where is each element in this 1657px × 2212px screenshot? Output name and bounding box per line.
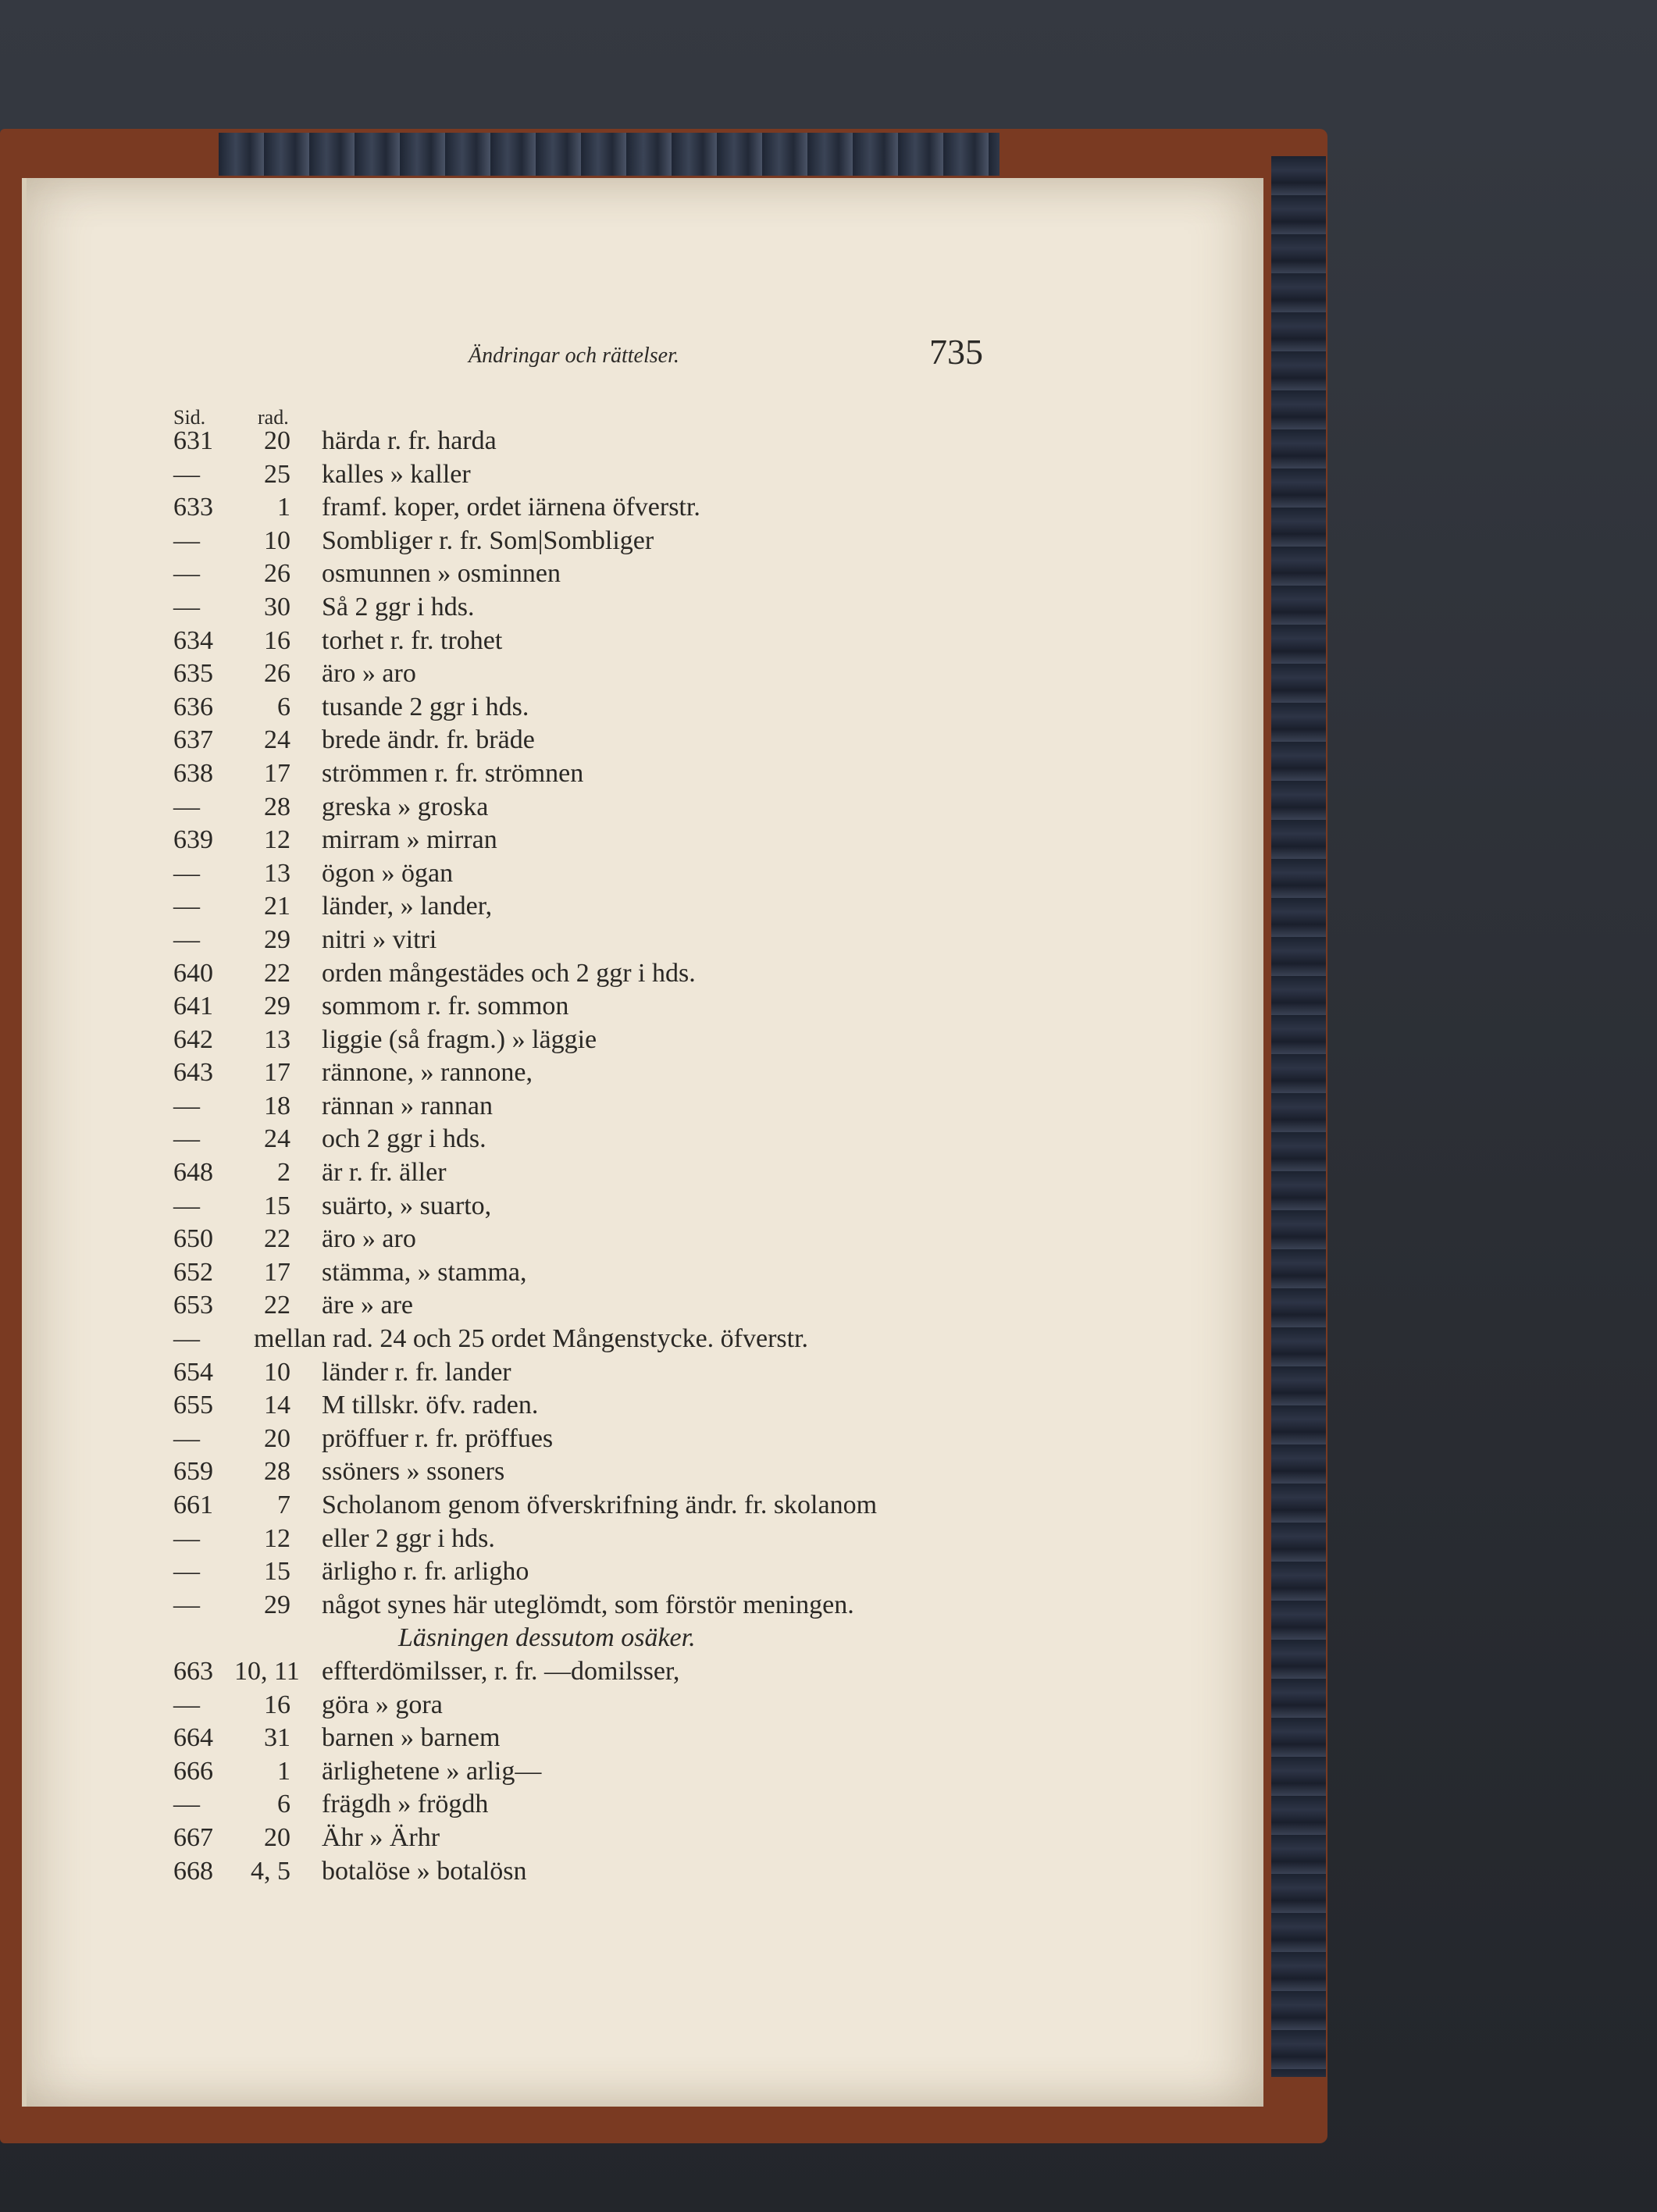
page-number: 735 xyxy=(929,332,983,372)
correction-text: länder, » lander, xyxy=(322,892,493,921)
line-ref: 13 xyxy=(264,858,290,888)
page-ref: — xyxy=(173,1690,200,1719)
line-ref: 26 xyxy=(264,659,290,689)
correction-text: strömmen r. fr. strömnen xyxy=(322,758,584,788)
errata-row xyxy=(0,1552,1249,1586)
errata-row xyxy=(0,422,1249,455)
column-header-rad: rad. xyxy=(258,406,289,429)
page-ref: 641 xyxy=(173,992,213,1021)
line-ref: 15 xyxy=(264,1557,290,1587)
line-ref: 18 xyxy=(264,1091,290,1120)
page-ref: 638 xyxy=(173,758,213,788)
correction-text: ögon » ögan xyxy=(322,858,454,888)
page-ref: 636 xyxy=(173,692,213,721)
errata-row xyxy=(0,488,1249,522)
correction-text: suärto, » suarto, xyxy=(322,1191,492,1220)
page-ref: 635 xyxy=(173,659,213,689)
page-ref: 659 xyxy=(173,1457,213,1487)
errata-row xyxy=(0,1120,1249,1153)
errata-row xyxy=(0,1021,1249,1054)
line-ref: 28 xyxy=(264,792,290,821)
correction-text: något synes här uteglömdt, som förstör meningen. xyxy=(322,1590,854,1619)
correction-text: greska » groska xyxy=(322,792,489,821)
line-ref: 31 xyxy=(264,1723,290,1753)
line-ref: 21 xyxy=(264,892,290,921)
page-ref: 653 xyxy=(173,1291,213,1320)
errata-row xyxy=(0,522,1249,555)
errata-row xyxy=(0,1419,1249,1453)
errata-row xyxy=(0,854,1249,888)
page-ref: 666 xyxy=(173,1756,213,1786)
page-ref: 634 xyxy=(173,625,213,655)
correction-text: mellan rad. 24 och 25 ordet Mångenstycke. öfverstr. xyxy=(254,1324,809,1354)
correction-text: orden mångestädes och 2 ggr i hds. xyxy=(322,958,696,988)
page-ref: 640 xyxy=(173,958,213,988)
page-ref: 633 xyxy=(173,493,213,522)
line-ref: 13 xyxy=(264,1024,290,1054)
errata-row xyxy=(0,1818,1249,1852)
correction-text: stämma, » stamma, xyxy=(322,1257,527,1287)
errata-row xyxy=(0,1386,1249,1419)
correction-text: mirram » mirran xyxy=(322,825,497,855)
line-ref: 17 xyxy=(264,1058,290,1088)
errata-row xyxy=(0,1187,1249,1220)
errata-row xyxy=(0,1852,1249,1886)
errata-row xyxy=(0,921,1249,954)
page-ref: 648 xyxy=(173,1158,213,1188)
correction-text: ssöners » ssoners xyxy=(322,1457,505,1487)
errata-row xyxy=(0,721,1249,754)
correction-text: frägdh » frögdh xyxy=(322,1790,489,1819)
page-ref: — xyxy=(173,1423,200,1453)
correction-text: ärlighetene » arlig— xyxy=(322,1756,542,1786)
book-headband xyxy=(219,133,1000,176)
errata-row xyxy=(0,1353,1249,1387)
correction-text: botalöse » botalösn xyxy=(322,1856,527,1886)
line-ref: 24 xyxy=(264,1124,290,1154)
line-ref: 17 xyxy=(264,758,290,788)
correction-text: äro » aro xyxy=(322,1224,416,1254)
page-ref: — xyxy=(173,924,200,954)
page-ref: — xyxy=(173,792,200,821)
line-ref: 1 xyxy=(277,493,290,522)
page-ref: 654 xyxy=(173,1357,213,1387)
line-ref: 20 xyxy=(264,1423,290,1453)
page-ref: 650 xyxy=(173,1224,213,1254)
page-ref: — xyxy=(173,1324,200,1354)
line-ref: 20 xyxy=(264,1822,290,1852)
correction-text: äre » are xyxy=(322,1291,414,1320)
line-ref: 20 xyxy=(264,426,290,455)
page-ref: — xyxy=(173,1124,200,1154)
line-ref: 6 xyxy=(277,692,290,721)
line-ref: 4, 5 xyxy=(251,1856,290,1886)
correction-text: rännan » rannan xyxy=(322,1091,494,1120)
line-ref: 7 xyxy=(277,1491,290,1519)
line-ref: 25 xyxy=(264,459,290,489)
errata-row xyxy=(0,987,1249,1021)
page-ref: 663 xyxy=(173,1656,213,1686)
correction-text: framf. koper, ordet iärnena öfverstr. xyxy=(322,493,700,522)
page-ref: 652 xyxy=(173,1257,213,1287)
page-ref: — xyxy=(173,1191,200,1220)
page-ref: 639 xyxy=(173,825,213,855)
line-ref: 15 xyxy=(264,1191,290,1220)
line-ref: 30 xyxy=(264,592,290,622)
page-ref: — xyxy=(173,525,200,555)
errata-row xyxy=(0,754,1249,788)
errata-row xyxy=(0,1652,1249,1686)
correction-text: Så 2 ggr i hds. xyxy=(322,592,475,622)
page-ref: 667 xyxy=(173,1822,213,1852)
correction-text: sommom r. fr. sommon xyxy=(322,992,569,1021)
correction-text: eller 2 ggr i hds. xyxy=(322,1523,495,1553)
page-ref: 664 xyxy=(173,1723,213,1753)
page-ref: — xyxy=(173,559,200,589)
correction-text: osmunnen » osminnen xyxy=(322,559,561,589)
correction-text: effterdömilsser, r. fr. —domilsser, xyxy=(322,1656,680,1686)
correction-text: Läsningen dessutom osäker. xyxy=(398,1623,696,1653)
line-ref: 10, 11 xyxy=(234,1656,300,1686)
errata-row xyxy=(0,688,1249,721)
errata-row xyxy=(0,654,1249,688)
errata-row xyxy=(0,954,1249,988)
errata-row xyxy=(0,1619,1249,1652)
line-ref: 16 xyxy=(264,625,290,655)
correction-text: länder r. fr. lander xyxy=(322,1357,511,1387)
line-ref: 29 xyxy=(264,924,290,954)
correction-text: härda r. fr. harda xyxy=(322,426,497,455)
book-page-edges xyxy=(1271,156,1326,2077)
correction-text: göra » gora xyxy=(322,1690,443,1719)
correction-text: torhet r. fr. trohet xyxy=(322,625,503,655)
errata-row xyxy=(0,1053,1249,1087)
errata-row xyxy=(0,1220,1249,1253)
page-ref: — xyxy=(173,459,200,489)
errata-row xyxy=(0,1752,1249,1786)
correction-text: äro » aro xyxy=(322,659,416,689)
page-ref: 661 xyxy=(173,1491,213,1519)
line-ref: 22 xyxy=(264,958,290,988)
line-ref: 1 xyxy=(277,1756,290,1786)
errata-row xyxy=(0,1087,1249,1120)
line-ref: 29 xyxy=(264,1590,290,1619)
errata-row xyxy=(0,1719,1249,1752)
errata-row xyxy=(0,1320,1249,1353)
page-ref: — xyxy=(173,858,200,888)
correction-text: ärligho r. fr. arligho xyxy=(322,1557,529,1587)
correction-text: och 2 ggr i hds. xyxy=(322,1124,486,1154)
page-ref: — xyxy=(173,1523,200,1553)
errata-row xyxy=(0,1286,1249,1320)
correction-text: tusande 2 ggr i hds. xyxy=(322,692,529,721)
line-ref: 22 xyxy=(264,1291,290,1320)
column-header-sid: Sid. xyxy=(173,406,206,429)
correction-text: nitri » vitri xyxy=(322,924,437,954)
line-ref: 29 xyxy=(264,992,290,1021)
correction-text: barnen » barnem xyxy=(322,1723,501,1753)
line-ref: 10 xyxy=(264,525,290,555)
line-ref: 17 xyxy=(264,1257,290,1287)
line-ref: 22 xyxy=(264,1224,290,1254)
page-ref: 631 xyxy=(173,426,213,455)
line-ref: 26 xyxy=(264,559,290,589)
page-ref: 643 xyxy=(173,1058,213,1088)
errata-row xyxy=(0,554,1249,588)
errata-list xyxy=(0,422,1249,1885)
page-ref: — xyxy=(173,1790,200,1819)
running-title: Ändringar och rättelser. xyxy=(469,344,679,368)
page-ref: 642 xyxy=(173,1024,213,1054)
errata-row xyxy=(0,788,1249,821)
correction-text: Sombliger r. fr. Som|Sombliger xyxy=(322,525,654,555)
page-ref: — xyxy=(173,592,200,622)
page-ref: — xyxy=(173,1590,200,1619)
errata-row xyxy=(0,1519,1249,1553)
errata-row xyxy=(0,887,1249,921)
correction-text: pröffuer r. fr. pröffues xyxy=(322,1423,554,1453)
errata-row xyxy=(0,821,1249,854)
page-ref: 668 xyxy=(173,1856,213,1886)
page-ref: — xyxy=(173,1557,200,1587)
correction-text: Ähr » Ärhr xyxy=(322,1822,440,1852)
correction-text: är r. fr. äller xyxy=(322,1158,447,1188)
line-ref: 12 xyxy=(264,825,290,855)
correction-text: rännone, » rannone, xyxy=(322,1058,533,1088)
errata-row xyxy=(0,588,1249,622)
page-ref: 637 xyxy=(173,725,213,755)
correction-text: kalles » kaller xyxy=(322,459,471,489)
errata-row xyxy=(0,455,1249,489)
correction-text: Scholanom genom öfverskrifning ändr. fr. skolanom xyxy=(322,1491,878,1519)
errata-row xyxy=(0,1785,1249,1818)
page-ref: — xyxy=(173,892,200,921)
errata-row xyxy=(0,1253,1249,1287)
line-ref: 2 xyxy=(277,1158,290,1188)
line-ref: 16 xyxy=(264,1690,290,1719)
correction-text: liggie (så fragm.) » läggie xyxy=(322,1024,597,1054)
line-ref: 14 xyxy=(264,1391,290,1420)
errata-row xyxy=(0,1686,1249,1719)
page-ref: 655 xyxy=(173,1391,213,1420)
page-ref: — xyxy=(173,1091,200,1120)
errata-row xyxy=(0,1452,1249,1486)
correction-text: brede ändr. fr. bräde xyxy=(322,725,535,755)
errata-row xyxy=(0,622,1249,655)
line-ref: 6 xyxy=(277,1790,290,1819)
errata-row xyxy=(0,1486,1249,1519)
line-ref: 12 xyxy=(264,1523,290,1553)
line-ref: 10 xyxy=(264,1357,290,1387)
errata-row xyxy=(0,1153,1249,1187)
errata-row xyxy=(0,1586,1249,1619)
line-ref: 24 xyxy=(264,725,290,755)
line-ref: 28 xyxy=(264,1457,290,1487)
correction-text: M tillskr. öfv. raden. xyxy=(322,1391,539,1420)
